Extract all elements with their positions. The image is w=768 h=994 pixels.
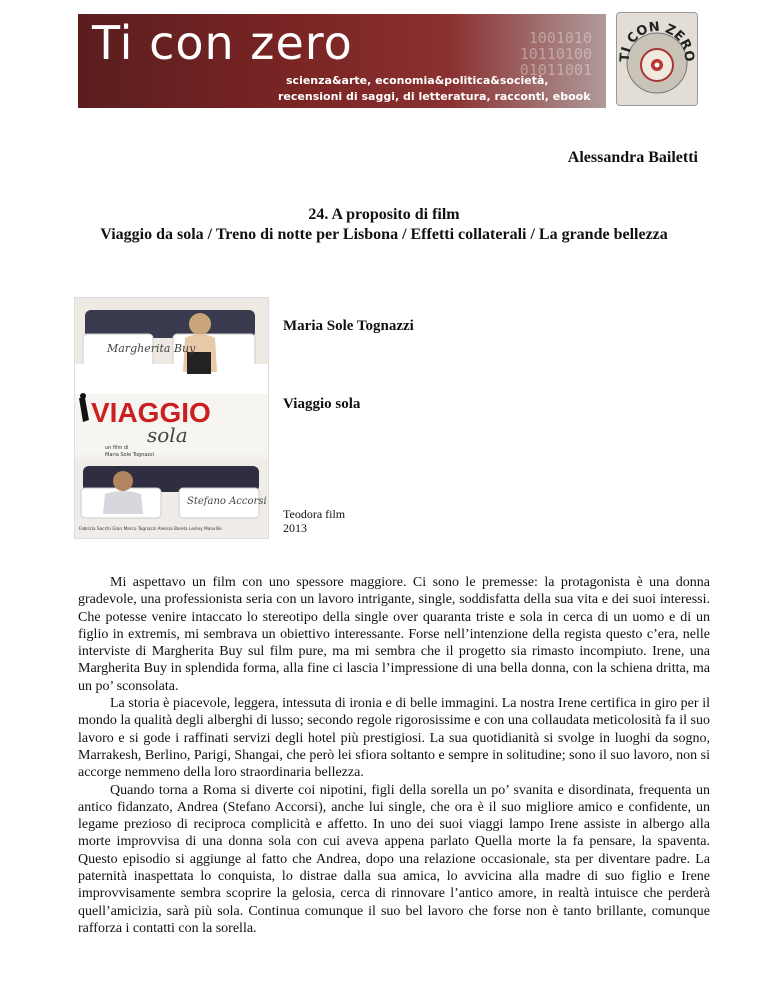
article-title-line-1: 24. A proposito di film: [308, 206, 460, 223]
logo-graphic: [617, 13, 697, 105]
poster-title-big: VIAGGIO: [91, 397, 211, 428]
film-year: 2013: [283, 521, 307, 535]
film-producer-year: [283, 507, 345, 535]
film-producer: Teodora film: [283, 507, 346, 521]
poster-title-small: sola: [147, 423, 188, 447]
logo-text: TI CON ZERO: [617, 19, 697, 63]
film-title: Viaggio sola: [283, 396, 361, 412]
header-banner: [78, 14, 606, 108]
banner-subtitle-2: recensioni di saggi, di letteratura, racconti, ebook: [278, 90, 591, 103]
poster-cast: Fabrizia Sacchi Gian Marco Tognazzi Alessia Barela Lesley Manville: [79, 527, 222, 532]
ticonzero-logo: [616, 12, 698, 106]
article-title-line-2: Viaggio da sola / Treno di notte per Lisbona / Effetti collaterali / La grande bellezza: [100, 226, 668, 243]
paragraph: Quando torna a Roma si diverte coi nipotini, figli della sorella un po’ svanita e disordinata, frequenta un antico fidanzato, Andrea (Stefano Accorsi), anche lui single, che ora è il suo migliore amico e confidente, un legame prezioso di reciproca complicità e affetto. In uno dei suoi viaggi lampo Irene assiste in albergo alla morte improvvisa di una donna sola con cui aveva appena parlato Quella morte la fa pensare, la spaventa. Questo episodio si aggiunge al fatto che Andrea, dopo una relazione occasionale, sta per diventare padre. La paternità inaspettata lo conquista, lo distrae dalla sua amica, lo avvicina alla madre di suo figlio e Irene improvvisamente sembra scoprire la gelosia, cerca di rinnovare l’antico amore, in realtà intuisce che perderà quell’amicizia, sarà più sola. Continua comunque il suo bel lavoro che forse non è tanto brillante, comunque rafforza i contatti con la sorella.: [78, 782, 710, 936]
article-title: [0, 205, 768, 245]
banner-title: Ti con zero: [92, 16, 353, 70]
poster-credit-line-2: Maria Sole Tognazzi: [105, 452, 155, 458]
poster-artwork: [75, 298, 268, 538]
film-director: Maria Sole Tognazzi: [283, 318, 414, 334]
movie-poster: [74, 297, 269, 539]
banner-subtitle-1: scienza&arte, economia&politica&società,: [286, 74, 549, 87]
article-body: [78, 574, 710, 937]
banner-binary-pattern: 1001010 10110100 01011001: [519, 29, 592, 79]
author-name: Alessandra Bailetti: [567, 149, 698, 166]
paragraph: La storia è piacevole, leggera, intessuta di ironia e di belle immagini. La nostra Irene certifica in giro per il mondo la qualità degli alberghi di lusso; secondo regole rigorosissime e con una collaudata meticolosità fa il suo lavoro e si gode i raffinati servizi degli hotel più prestigiosi. La sua quotidianità si svolge in luoghi da sogno, Marrakesh, Berlino, Parigi, Shangai, che però lei sfiora soltanto e sempre in solitudine; sono il suo lavoro, non si accorge nemmeno della loro straordinaria bellezza.: [78, 696, 710, 781]
poster-credit-line-1: un film di: [105, 445, 129, 451]
poster-name-top: Margherita Buy: [107, 342, 196, 355]
paragraph: Mi aspettavo un film con uno spessore maggiore. Ci sono le premesse: la protagonista è una donna gradevole, una professionista seria con un lavoro intrigante, single, soddisfatta della sua vita e dei suoi interessi. Che potesse venire intaccato lo stereotipo della single over quaranta triste e sola in cerca di un uomo e di un figlio in extremis, mi sembrava un obiettivo interessante. Forse nell’intenzione della regista questo c’era, nelle interviste di Margherita Buy sul film pure, ma mi sembra che il progetto sia rimasto incompiuto. Irene, una Margherita Buy in splendida forma, alla fine ci lascia l’impressione di una bella donna, con la schiena dritta, ma un po’ sconsolata.: [78, 575, 710, 694]
poster-name-bottom: Stefano Accorsi: [187, 496, 267, 507]
